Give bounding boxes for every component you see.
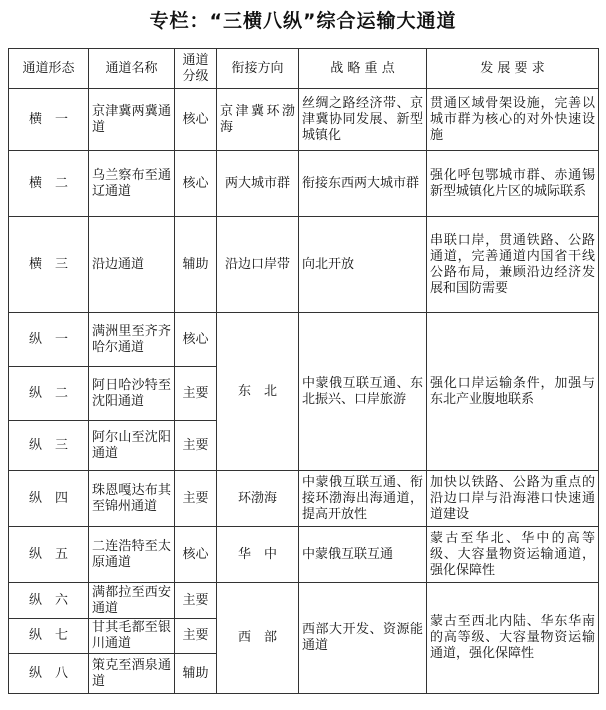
cell-grade: 辅助: [175, 654, 217, 694]
header-focus: 战 略 重 点: [299, 49, 427, 89]
cell-name: 阿日哈沙特至沈阳通道: [89, 367, 175, 421]
cell-focus: 中蒙俄互联互通: [299, 527, 427, 583]
cell-direction: 西 部: [217, 583, 299, 694]
cell-requirement: 加快以铁路、公路为重点的沿边口岸与沿海港口快速通道建设: [427, 471, 599, 527]
table-row: [9, 313, 599, 367]
cell-grade: 主要: [175, 367, 217, 421]
table-row: [9, 89, 599, 151]
cell-form: 横 二: [9, 151, 89, 217]
cell-form: 纵 四: [9, 471, 89, 527]
cell-requirement: 贯通区域骨架设施，完善以城市群为核心的对外快速设施: [427, 89, 599, 151]
cell-grade: 核心: [175, 313, 217, 367]
table-row: [9, 471, 599, 527]
cell-requirement: 蒙古至华北、华中的高等级、大容量物资运输通道，强化保障性: [427, 527, 599, 583]
cell-form: 纵 八: [9, 654, 89, 694]
cell-direction: 环渤海: [217, 471, 299, 527]
cell-form: 纵 一: [9, 313, 89, 367]
cell-focus: 中蒙俄互联互通、东北振兴、口岸旅游: [299, 313, 427, 471]
cell-grade: 核心: [175, 151, 217, 217]
cell-form: 纵 二: [9, 367, 89, 421]
cell-focus: 衔接东西两大城市群: [299, 151, 427, 217]
cell-grade: 主要: [175, 471, 217, 527]
cell-grade: 辅助: [175, 217, 217, 313]
cell-requirement: 蒙古至西北内陆、华东华南的高等级、大容量物资运输通道，强化保障性: [427, 583, 599, 694]
cell-form: 横 三: [9, 217, 89, 313]
cell-direction: 沿边口岸带: [217, 217, 299, 313]
cell-form: 纵 六: [9, 583, 89, 619]
corridor-table: [8, 48, 599, 694]
cell-direction: 华 中: [217, 527, 299, 583]
cell-name: 满都拉至西安通道: [89, 583, 175, 619]
cell-direction: 两大城市群: [217, 151, 299, 217]
header-direction: 衔接方向: [217, 49, 299, 89]
cell-grade: 主要: [175, 583, 217, 619]
cell-requirement: 强化口岸运输条件，加强与东北产业腹地联系: [427, 313, 599, 471]
cell-name: 甘其毛都至银川通道: [89, 619, 175, 654]
cell-grade: 主要: [175, 421, 217, 471]
cell-name: 沿边通道: [89, 217, 175, 313]
page-title: 专栏：“三横八纵”综合运输大通道: [149, 10, 457, 32]
cell-name: 珠恩嘎达布其至锦州通道: [89, 471, 175, 527]
header-form: 通道形态: [9, 49, 89, 89]
cell-name: 阿尔山至沈阳通道: [89, 421, 175, 471]
header-row: [9, 49, 599, 89]
table-row: [9, 583, 599, 619]
cell-direction: 东 北: [217, 313, 299, 471]
cell-grade: 核心: [175, 527, 217, 583]
table-row: [9, 217, 599, 313]
cell-grade: 核心: [175, 89, 217, 151]
cell-name: 满洲里至齐齐哈尔通道: [89, 313, 175, 367]
cell-name: 京津冀两冀通道: [89, 89, 175, 151]
header-name: 通道名称: [89, 49, 175, 89]
cell-requirement: 强化呼包鄂城市群、赤通锡新型城镇化片区的城际联系: [427, 151, 599, 217]
table-row: [9, 151, 599, 217]
cell-focus: 西部大开发、资源能通道: [299, 583, 427, 694]
cell-name: 策克至酒泉通道: [89, 654, 175, 694]
cell-form: 纵 三: [9, 421, 89, 471]
cell-focus: 向北开放: [299, 217, 427, 313]
table-row: [9, 527, 599, 583]
cell-grade: 主要: [175, 619, 217, 654]
cell-form: 横 一: [9, 89, 89, 151]
cell-direction: 京津冀环渤海: [217, 89, 299, 151]
cell-form: 纵 七: [9, 619, 89, 654]
header-requirement: 发 展 要 求: [427, 49, 599, 89]
cell-focus: 丝绸之路经济带、京津冀协同发展、新型城镇化: [299, 89, 427, 151]
cell-name: 乌兰察布至通辽通道: [89, 151, 175, 217]
cell-form: 纵 五: [9, 527, 89, 583]
cell-focus: 中蒙俄互联互通、衔接环渤海出海通道，提高开放性: [299, 471, 427, 527]
cell-name: 二连浩特至太原通道: [89, 527, 175, 583]
header-grade: 通道分级: [175, 49, 217, 89]
cell-requirement: 串联口岸，贯通铁路、公路通道，完善通道内国省干线公路布局，兼顾沿边经济发展和国防需要: [427, 217, 599, 313]
